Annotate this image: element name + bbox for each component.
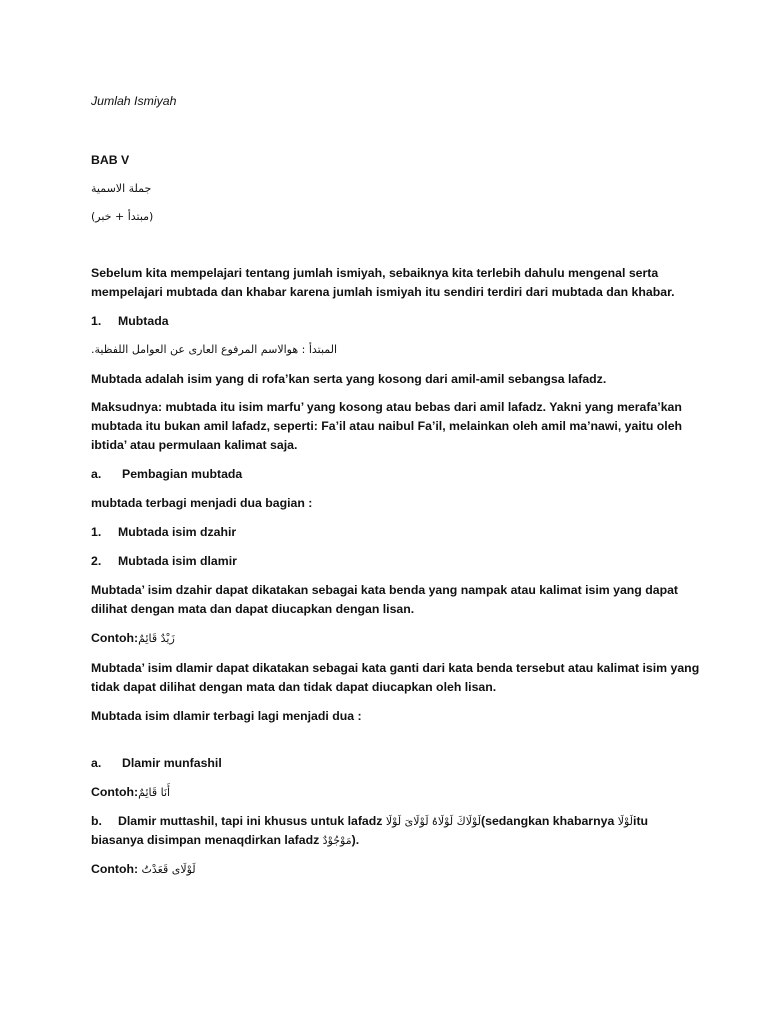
document-title: Jumlah Ismiyah xyxy=(91,94,177,108)
dzahir-paragraph-line-2: dilihat dengan mata dan dapat diucapkan dengan lisan. xyxy=(91,602,415,616)
arabic-heading: جملة الاسمية xyxy=(91,182,152,195)
section-number: 1. xyxy=(91,314,102,328)
explanation-line-1: Maksudnya: mubtada itu isim marfu’ yang kosong atau bebas dari amil lafadz. Yakni yang merafa’kan xyxy=(91,400,682,414)
dlamir-paragraph-line-1: Mubtada’ isim dlamir dapat dikatakan sebagai kata ganti dari kata benda tersebut atau kalimat isim yang xyxy=(91,661,700,675)
explanation-line-2: mubtada itu bukan amil lafadz, seperti: Fa’il atau naibul Fa’il, melainkan oleh amil ma’nawi, yaitu oleh xyxy=(91,419,683,433)
subsection-label: Dlamir munfashil xyxy=(122,756,222,770)
list-item-label: Mubtada isim dlamir xyxy=(118,554,237,568)
subsection-letter: a. xyxy=(91,756,102,770)
section-heading-mubtada xyxy=(91,314,169,329)
list-item-number: 1. xyxy=(91,525,102,539)
example-line-1 xyxy=(91,631,175,646)
list-item xyxy=(91,554,237,569)
section-label: Mubtada xyxy=(118,314,169,328)
example-line-2 xyxy=(91,785,170,800)
subsection-heading-munfashil xyxy=(91,756,222,771)
muttashil-line-2 xyxy=(91,833,359,848)
muttashil-arabic-1: لَوْلَاكَ لَوْلَاهُ لَوْلَاىَ لَوْلَا xyxy=(385,815,482,828)
muttashil-text-2: (sedangkan khabarnya xyxy=(481,814,615,828)
list-item xyxy=(91,525,236,540)
muttashil-line-1 xyxy=(91,814,648,829)
subsection-letter: a. xyxy=(91,467,102,481)
subsection-label: Pembagian mubtada xyxy=(122,467,243,481)
muttashil-text-3: itu xyxy=(633,814,649,828)
muttashil-arabic-2: لَوْلَا xyxy=(617,815,634,828)
list-item-number: 2. xyxy=(91,554,102,568)
definition-paragraph: Mubtada adalah isim yang di rofa’kan serta yang kosong dari amil-amil sebangsa lafadz. xyxy=(91,372,607,386)
example-arabic: زَيْدٌ قَائِمٌ xyxy=(138,632,175,645)
intro-paragraph-line-1: Sebelum kita mempelajari tentang jumlah ismiyah, sebaiknya kita terlebih dahulu mengenal serta xyxy=(91,266,659,280)
intro-paragraph-line-2: mempelajari mubtada dan khabar karena jumlah ismiyah itu sendiri terdiri dari mubtada dan khabar. xyxy=(91,285,675,299)
example-label: Contoh: xyxy=(91,785,139,799)
example-label: Contoh: xyxy=(91,862,139,876)
muttashil-text-1: Dlamir muttashil, tapi ini khusus untuk lafadz xyxy=(118,814,383,828)
example-label: Contoh: xyxy=(91,631,139,645)
list-item-label: Mubtada isim dzahir xyxy=(118,525,237,539)
muttashil-line-2-text: biasanya disimpan menaqdirkan lafadz xyxy=(91,833,320,847)
arabic-definition: المبتدأ : هوالاسم المرفوع العارى عن العوامل اللفظية. xyxy=(91,343,338,356)
explanation-line-3: ibtida’ atau permulaan kalimat saja. xyxy=(91,438,298,452)
dlamir-paragraph-line-2: tidak dapat dilihat dengan mata dan tidak dapat diucapkan oleh lisan. xyxy=(91,680,497,694)
example-line-3 xyxy=(91,862,196,877)
arabic-formula: (مبتدأ + خبر) xyxy=(91,210,154,223)
chapter-heading: BAB V xyxy=(91,153,130,167)
subsection-heading-pembagian xyxy=(91,467,242,482)
dlamir-division-intro: Mubtada isim dlamir terbagi lagi menjadi dua : xyxy=(91,709,362,723)
example-arabic: لَوْلَاى قَعَدْتُ xyxy=(141,863,196,876)
dzahir-paragraph-line-1: Mubtada’ isim dzahir dapat dikatakan sebagai kata benda yang nampak atau kalimat isim yang dapat xyxy=(91,583,679,597)
muttashil-line-2-end: ). xyxy=(351,833,360,847)
subsection-letter: b. xyxy=(91,814,102,828)
example-arabic: أَنَا قَائِمٌ xyxy=(138,786,171,799)
division-intro: mubtada terbagi menjadi dua bagian : xyxy=(91,496,313,510)
muttashil-line-2-arabic: مَوْجُوْدٌ xyxy=(322,834,352,847)
